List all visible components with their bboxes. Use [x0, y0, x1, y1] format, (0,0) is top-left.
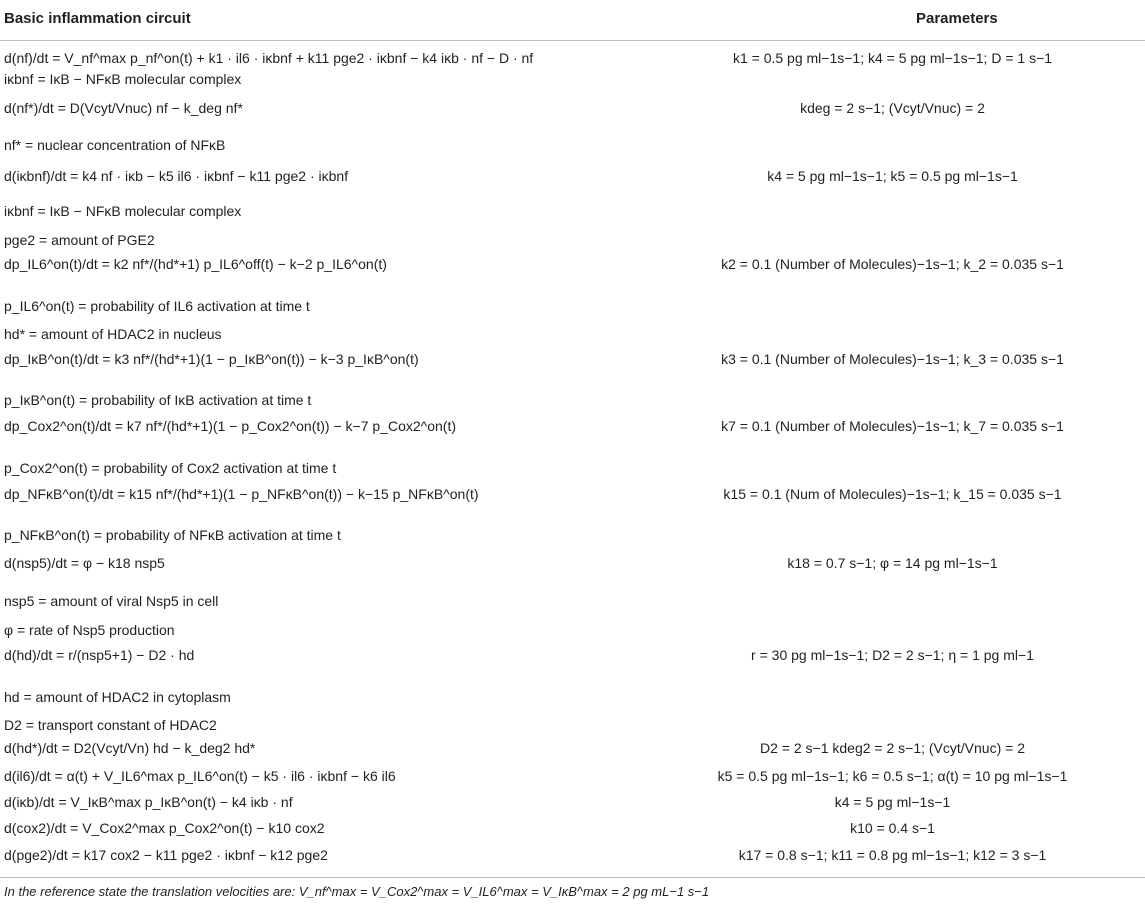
table-header — [0, 0, 1145, 41]
equation: dp_NFκB^on(t)/dt = k15 nf*/(hd*+1)(1 − p_NFκB^on(t)) − k−15 p_NFκB^on(t) — [4, 486, 479, 502]
parameters: r = 30 pg ml−1s−1; D2 = 2 s−1; η = 1 pg ml−1 — [751, 647, 1034, 663]
footnote-text: In the reference state the translation velocities are: V_nf^max = V_Cox2^max = V_IL6^max = V_IκB^max = 2 pg mL−1 s−1 — [4, 884, 710, 899]
parameters: kdeg = 2 s−1; (Vcyt/Vnuc) = 2 — [800, 100, 985, 116]
equation: p_NFκB^on(t) = probability of NFκB activation at time t — [4, 527, 341, 543]
equation: d(hd)/dt = r/(nsp5+1) − D2 · hd — [4, 647, 195, 663]
parameters: k15 = 0.1 (Num of Molecules)−1s−1; k_15 = 0.035 s−1 — [723, 486, 1062, 502]
equation: p_Cox2^on(t) = probability of Cox2 activation at time t — [4, 460, 337, 476]
equation: iκbnf = IκB − NFκB molecular complex — [4, 71, 242, 87]
parameters: D2 = 2 s−1 kdeg2 = 2 s−1; (Vcyt/Vnuc) = 2 — [760, 740, 1025, 756]
equation: p_IκB^on(t) = probability of IκB activation at time t — [4, 392, 312, 408]
equation: d(iκb)/dt = V_IκB^max p_IκB^on(t) − k4 iκb · nf — [4, 794, 293, 810]
equation: d(nsp5)/dt = φ − k18 nsp5 — [4, 555, 165, 571]
table-footnote — [0, 877, 1145, 905]
equation: iκbnf = IκB − NFκB molecular complex — [4, 203, 242, 219]
parameters: k4 = 5 pg ml−1s−1; k5 = 0.5 pg ml−1s−1 — [767, 168, 1018, 184]
equation: D2 = transport constant of HDAC2 — [4, 717, 217, 733]
header-parameters: Parameters — [916, 10, 998, 27]
equation: d(hd*)/dt = D2(Vcyt/Vn) hd − k_deg2 hd* — [4, 740, 256, 756]
equation: p_IL6^on(t) = probability of IL6 activation at time t — [4, 298, 310, 314]
equation: d(nf*)/dt = D(Vcyt/Vnuc) nf − k_deg nf* — [4, 100, 243, 116]
parameters: k1 = 0.5 pg ml−1s−1; k4 = 5 pg ml−1s−1; D = 1 s−1 — [732, 50, 1053, 66]
equation: pge2 = amount of PGE2 — [4, 232, 155, 248]
equation: d(nf)/dt = V_nf^max p_nf^on(t) + k1 · il6 · iκbnf + k11 pge2 · iκbnf − k4 iκb · nf − D · nf — [4, 50, 534, 66]
parameters: k3 = 0.1 (Number of Molecules)−1s−1; k_3 = 0.035 s−1 — [721, 351, 1064, 367]
parameters: k17 = 0.8 s−1; k11 = 0.8 pg ml−1s−1; k12 = 3 s−1 — [738, 847, 1047, 863]
equation: dp_IL6^on(t)/dt = k2 nf*/(hd*+1) p_IL6^off(t) − k−2 p_IL6^on(t) — [4, 256, 387, 272]
equation: nf* = nuclear concentration of NFκB — [4, 137, 226, 153]
parameters: k5 = 0.5 pg ml−1s−1; k6 = 0.5 s−1; α(t) = 10 pg ml−1s−1 — [717, 768, 1068, 784]
parameters: k7 = 0.1 (Number of Molecules)−1s−1; k_7 = 0.035 s−1 — [721, 418, 1064, 434]
equation: φ = rate of Nsp5 production — [4, 622, 175, 638]
equation: nsp5 = amount of viral Nsp5 in cell — [4, 593, 219, 609]
equation: d(pge2)/dt = k17 cox2 − k11 pge2 · iκbnf − k12 pge2 — [4, 847, 328, 863]
equation: dp_IκB^on(t)/dt = k3 nf*/(hd*+1)(1 − p_IκB^on(t)) − k−3 p_IκB^on(t) — [4, 351, 419, 367]
equation: d(iκbnf)/dt = k4 nf · iκb − k5 il6 · iκbnf − k11 pge2 · iκbnf — [4, 168, 349, 184]
parameters: k18 = 0.7 s−1; φ = 14 pg ml−1s−1 — [787, 555, 998, 571]
equation: d(cox2)/dt = V_Cox2^max p_Cox2^on(t) − k10 cox2 — [4, 820, 325, 836]
equation: hd* = amount of HDAC2 in nucleus — [4, 326, 222, 342]
parameters: k2 = 0.1 (Number of Molecules)−1s−1; k_2 = 0.035 s−1 — [721, 256, 1064, 272]
equation: d(il6)/dt = α(t) + V_IL6^max p_IL6^on(t) − k5 · il6 · iκbnf − k6 il6 — [4, 768, 396, 784]
equation: dp_Cox2^on(t)/dt = k7 nf*/(hd*+1)(1 − p_Cox2^on(t)) − k−7 p_Cox2^on(t) — [4, 418, 457, 434]
equation: hd = amount of HDAC2 in cytoplasm — [4, 689, 231, 705]
parameters: k10 = 0.4 s−1 — [850, 820, 935, 836]
header-circuit: Basic inflammation circuit — [4, 10, 191, 27]
parameters: k4 = 5 pg ml−1s−1 — [834, 794, 951, 810]
